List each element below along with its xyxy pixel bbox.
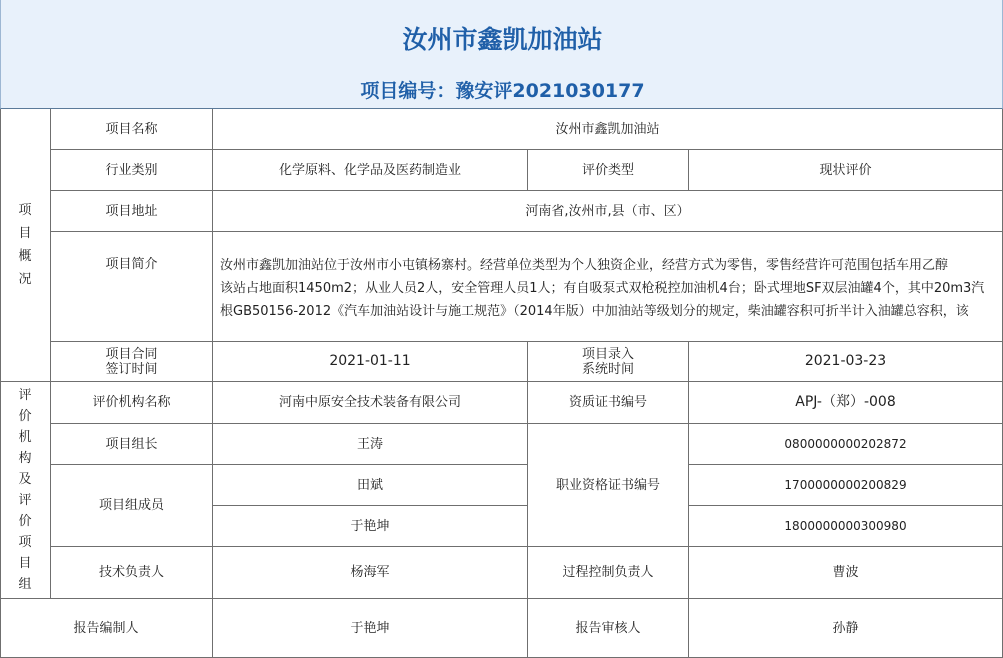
page-header	[0, 0, 1003, 109]
tech-lead-label: 技术负责人	[51, 547, 213, 599]
report-author-name: 于艳坤	[213, 599, 528, 658]
section-label-overview: 项 目 概 况	[0, 109, 51, 382]
qual-cert-label: 职业资格证书编号	[528, 424, 689, 547]
intro-text	[213, 232, 1003, 342]
entry-date-label: 项目录入 系统时间	[528, 342, 689, 382]
tech-lead-name: 杨海军	[213, 547, 528, 599]
project-number: 项目编号：豫安评2021030177	[360, 80, 645, 102]
report-reviewer-label: 报告审核人	[528, 599, 689, 658]
industry-value: 化学原料、化学品及医药制造业	[213, 150, 528, 191]
process-lead-label: 过程控制负责人	[528, 547, 689, 599]
cert-value: APJ-（郑）-008	[689, 382, 1003, 424]
address-label: 项目地址	[51, 191, 213, 232]
member1-name: 田斌	[213, 465, 528, 506]
process-lead-name: 曹波	[689, 547, 1003, 599]
eval-type-value: 现状评价	[689, 150, 1003, 191]
industry-label: 行业类别	[51, 150, 213, 191]
project-name-label: 项目名称	[51, 109, 213, 150]
member2-cert: 1800000000300980	[689, 506, 1003, 547]
member1-cert: 1700000000200829	[689, 465, 1003, 506]
leader-name: 王涛	[213, 424, 528, 465]
leader-label: 项目组长	[51, 424, 213, 465]
contract-date-value: 2021-01-11	[213, 342, 528, 382]
report-author-label: 报告编制人	[0, 599, 213, 658]
contract-date-label: 项目合同 签订时间	[51, 342, 213, 382]
intro-label: 项目简介	[51, 232, 213, 342]
report-reviewer-name: 孙静	[689, 599, 1003, 658]
intro-line: 该站占地面积1450m2；从业人员2人，安全管理人员1人；有自吸泵式双枪税控加油机4台；卧式埋地SF双层油罐4个，其中20m3汽	[220, 281, 985, 296]
project-name-value: 汝州市鑫凯加油站	[213, 109, 1003, 150]
cert-label: 资质证书编号	[528, 382, 689, 424]
address-value: 河南省,汝州市,县（市、区）	[213, 191, 1003, 232]
page-title: 汝州市鑫凯加油站	[402, 25, 603, 54]
eval-type-label: 评价类型	[528, 150, 689, 191]
agency-label: 评价机构名称	[51, 382, 213, 424]
section-label-org: 评 价 机 构 及 评 价 项 目 组	[0, 382, 51, 599]
agency-value: 河南中原安全技术装备有限公司	[213, 382, 528, 424]
intro-line: 汝州市鑫凯加油站位于汝州市小屯镇杨寨村。经营单位类型为个人独资企业，经营方式为零售，零售经营许可范围包括车用乙醇	[220, 258, 949, 273]
member2-name: 于艳坤	[213, 506, 528, 547]
entry-date-value: 2021-03-23	[689, 342, 1003, 382]
intro-line: 根GB50156-2012《汽车加油站设计与施工规范》（2014年版）中加油站等级划分的规定，柴油罐容积可折半计入油罐总容积，该	[220, 304, 969, 319]
leader-cert: 0800000000202872	[689, 424, 1003, 465]
members-label: 项目组成员	[51, 465, 213, 547]
